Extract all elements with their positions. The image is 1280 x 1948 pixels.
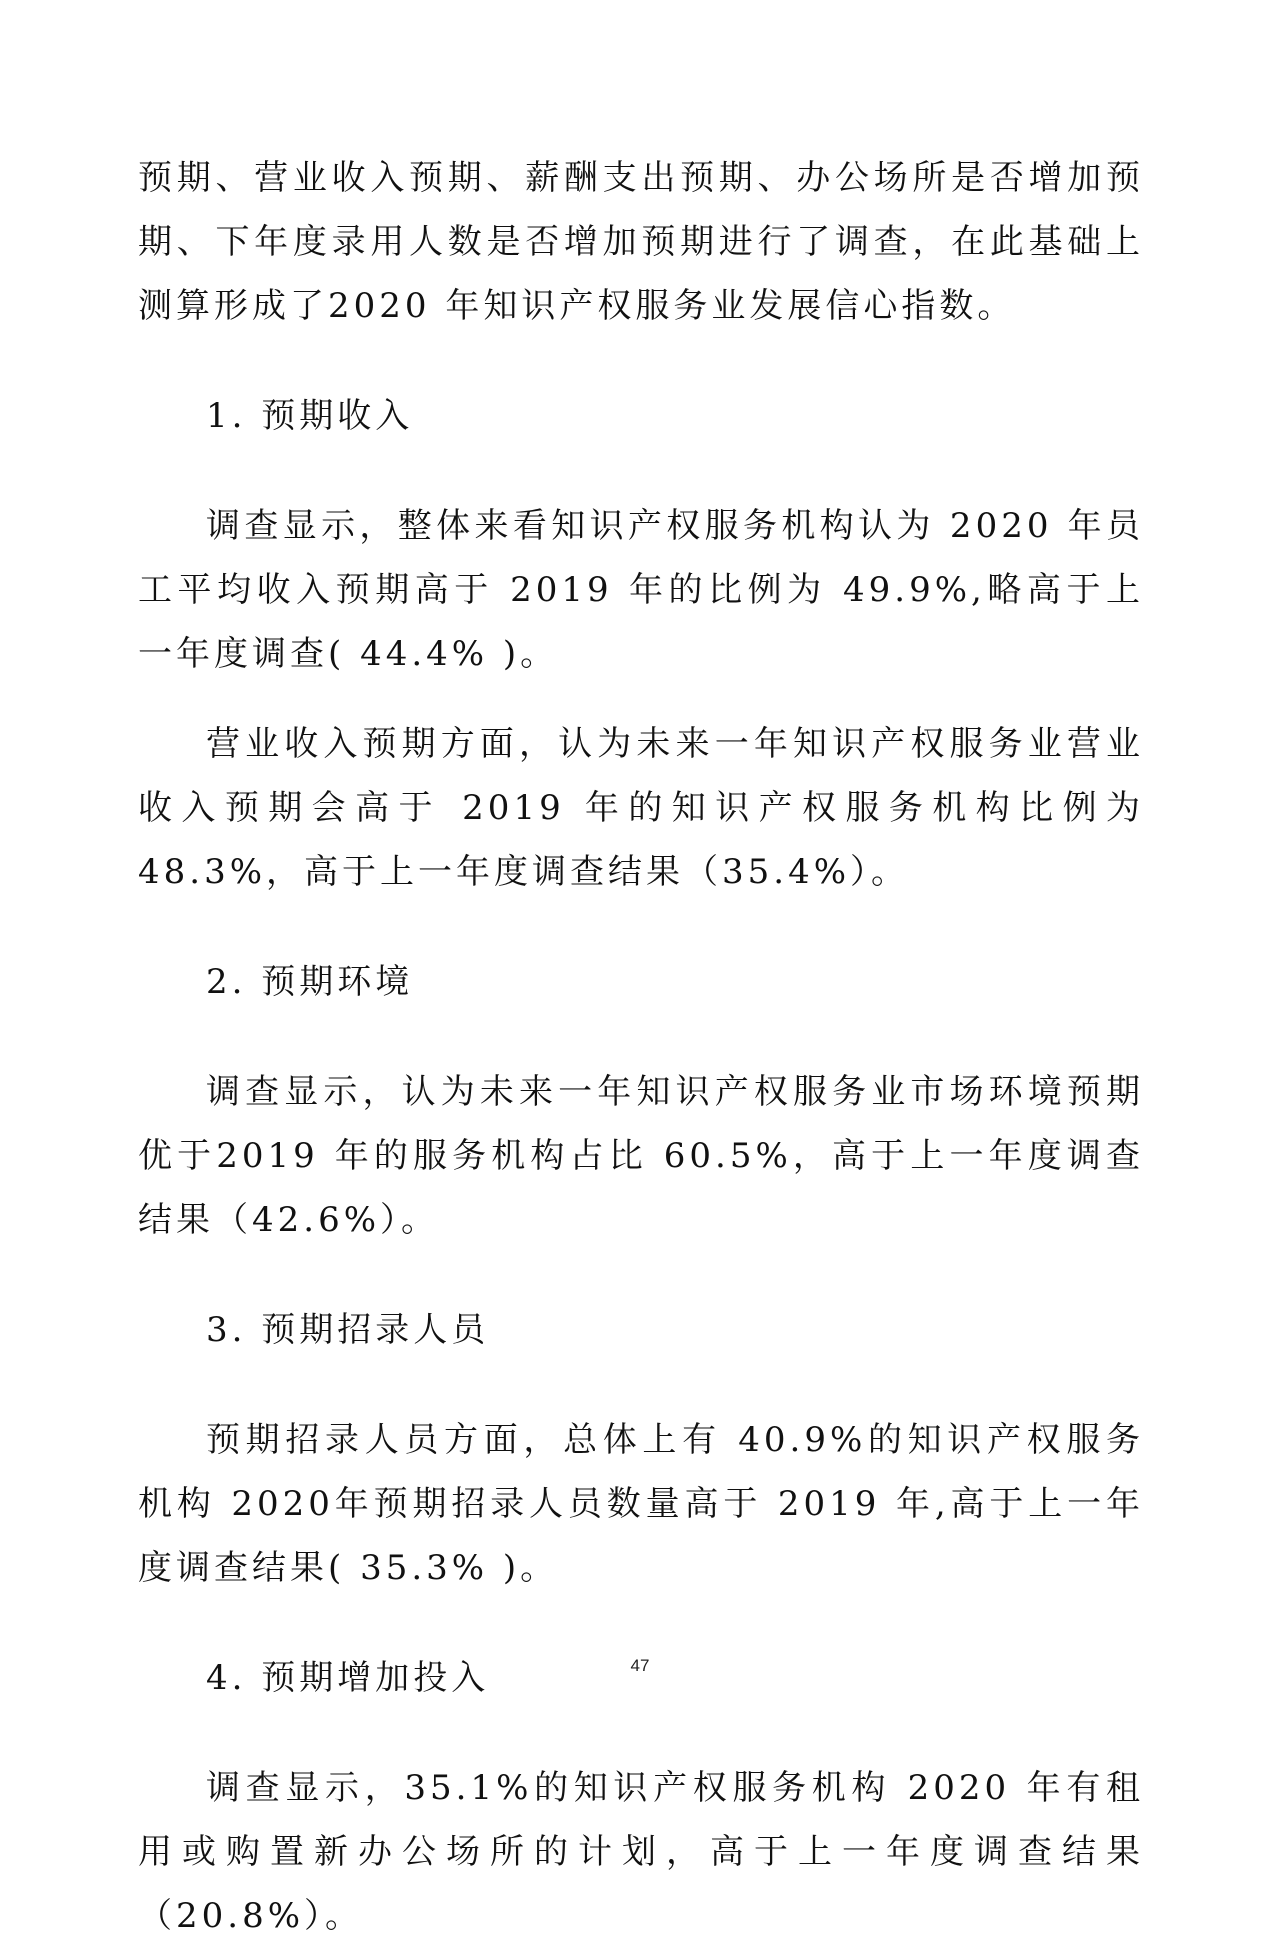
paragraph-investment-survey: 调查显示，35.1%的知识产权服务机构 2020 年有租用或购置新办公场所的计划，高于上一年度调查结果（20.8%）。	[138, 1768, 1144, 1936]
paragraph-revenue-expectation: 营业收入预期方面，认为未来一年知识产权服务业营业收入预期会高于 2019 年的知识产权服务机构比例为 48.3%，高于上一年度调查结果（35.4%）。	[138, 724, 1159, 892]
heading-expected-income: 1. 预期收入	[206, 396, 414, 436]
heading-expected-investment: 4. 预期增加投入	[206, 1658, 490, 1698]
paragraph-environment-survey: 调查显示，认为未来一年知识产权服务业市场环境预期优于2019 年的服务机构占比 60.5%，高于上一年度调查结果（42.6%）。	[138, 1072, 1144, 1240]
paragraph-intro: 预期、营业收入预期、薪酬支出预期、办公场所是否增加预期、下年度录用人数是否增加预期进行了调查，在此基础上测算形成了2020 年知识产权服务业发展信心指数。	[138, 158, 1144, 326]
heading-expected-recruitment: 3. 预期招录人员	[206, 1310, 490, 1350]
page-number: 47	[630, 1656, 650, 1675]
paragraph-recruitment-survey: 预期招录人员方面，总体上有 40.9%的知识产权服务机构 2020年预期招录人员数量高于 2019 年,高于上一年度调查结果( 35.3% )。	[138, 1420, 1144, 1588]
document-page	[138, 146, 1159, 1948]
paragraph-income-survey: 调查显示，整体来看知识产权服务机构认为 2020 年员工平均收入预期高于 2019 年的比例为 49.9%,略高于上一年度调查( 44.4% )。	[138, 506, 1144, 674]
heading-expected-environment: 2. 预期环境	[206, 962, 414, 1002]
